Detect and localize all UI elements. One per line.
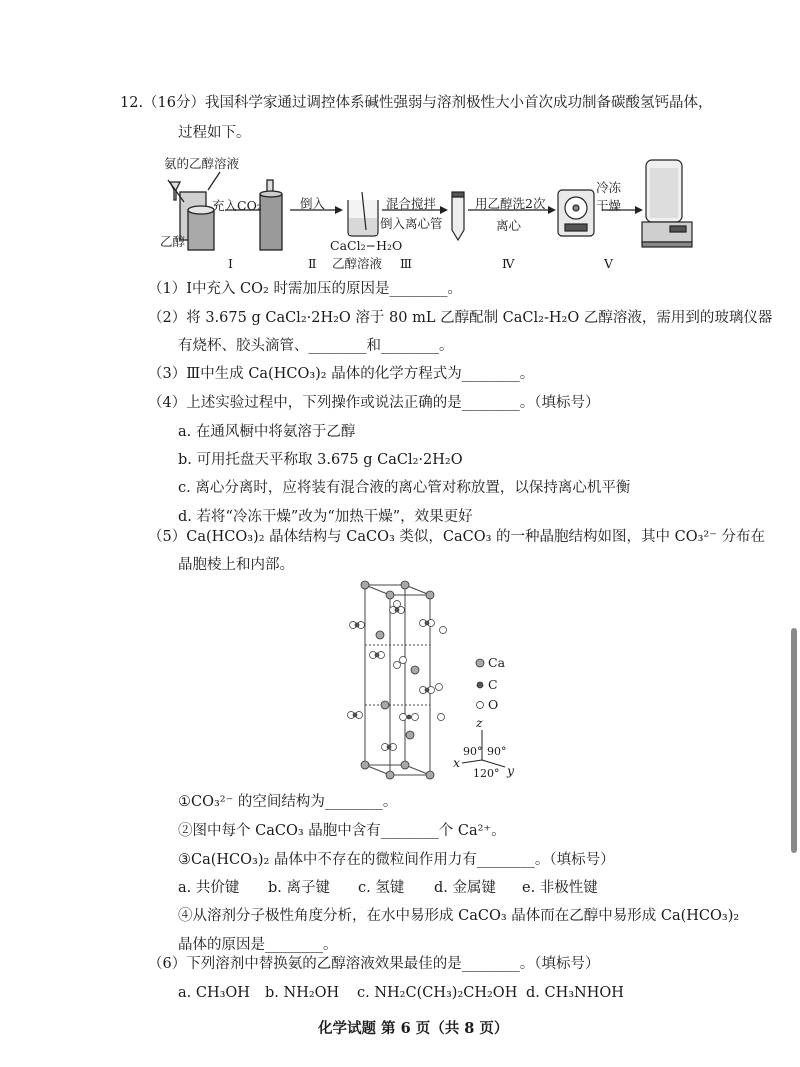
question-2-line2: 有烧杯、胶头滴管、________和________。 [178,338,454,354]
question-6: （6）下列溶剂中替换氨的乙醇溶液效果最佳的是________。（填标号） [148,956,600,972]
label-centrifuge: 离心 [496,218,522,233]
label-freeze: 冷冻 [596,180,622,195]
carbonate-groups [348,601,447,751]
vertical-scrollbar[interactable] [791,628,797,853]
step-label-5: Ⅴ [604,256,614,271]
centrifuge-machine-icon [558,190,594,236]
question-5-4-line2: 晶体的原因是________。 [178,937,338,953]
cylinder-step2-icon [260,180,282,250]
question-5-2: ②图中每个 CaCO₃ 晶胞中含有________个 Ca²⁺。 [178,823,506,839]
question-3: （3）Ⅲ中生成 Ca(HCO₃)₂ 晶体的化学方程式为________。 [148,366,535,382]
label-ammonia-ethanol: 氨的乙醇溶液 [164,156,240,171]
angle-label-3: 120° [473,767,500,780]
option-5-3a: a. 共价键 [178,880,240,896]
option-4b: b. 可用托盘天平称取 3.675 g CaCl₂·2H₂O [178,452,463,468]
option-6c: c. NH₂C(CH₃)₂CH₂OH [357,985,518,1001]
stirring-beaker-icon [348,192,378,236]
option-5-3c: c. 氢键 [358,880,405,896]
question-5-line2: 晶胞棱上和内部。 [178,557,294,573]
label-pour-in: 倒入 [300,196,326,211]
legend-markers [476,659,484,709]
option-6d: d. CH₃NHOH [526,985,624,1001]
legend-o-label: O [488,697,499,712]
question-5-1: ①CO₃²⁻ 的空间结构为________。 [178,794,398,810]
axis-y-label: y [507,763,515,778]
legend-c-marker [477,682,483,688]
label-fill-co2: 充入CO₂ [212,198,262,213]
step-label-3: Ⅲ [400,256,413,271]
option-5-3e: e. 非极性键 [522,880,598,896]
step-label-2: Ⅱ [308,256,317,271]
legend-c-label: C [488,677,498,692]
question-12-header: 12.（16分）我国科学家通过调控体系碱性强弱与溶剂极性大小首次成功制备碳酸氢钙晶体， [120,95,713,111]
question-5-line1: （5）Ca(HCO₃)₂ 晶体结构与 CaCO₃ 类似，CaCO₃ 的一种晶胞结构如图，其中 CO₃²⁻ 分布在 [148,529,766,545]
angle-label-1: 90° [463,745,483,758]
label-mix-stir: 混合搅拌 [386,196,437,211]
crystal-cell-figure [345,575,535,784]
legend-ca-label: Ca [488,655,506,670]
label-wash: 用乙醇洗2次 [475,196,546,211]
option-4c: c. 离心分离时，应将装有混合液的离心管对称放置，以保持离心机平衡 [178,480,631,496]
question-2-line1: （2）将 3.675 g CaCl₂·2H₂O 溶于 80 mL 乙醇配制 CaCl₂-H₂O 乙醇溶液，需用到的玻璃仪器 [148,310,773,326]
question-12-header-cont: 过程如下。 [178,125,251,141]
option-5-3d: d. 金属键 [434,880,496,896]
option-4d: d. 若将“冷冻干燥”改为“加热干燥”，效果更好 [178,509,473,525]
legend-o-marker [477,702,484,709]
centrifuge-tube-icon [452,192,464,240]
crystal-cell-drawing [345,575,535,780]
axis-z-label: z [476,715,483,730]
label-cacl2-ethanol: 乙醇溶液 [332,256,383,271]
option-6b: b. NH₂OH [265,985,340,1001]
question-1: （1）Ⅰ中充入 CO₂ 时需加压的原因是________。 [148,281,462,297]
option-5-3b: b. 离子键 [268,880,330,896]
axis-x-label: x [453,755,461,770]
process-flow-diagram [150,150,710,275]
page-footer: 化学试题 第 6 页（共 8 页） [318,1020,509,1037]
legend-ca-marker [476,659,484,667]
label-ethanol: 乙醇 [160,234,186,249]
step-label-1: Ⅰ [228,256,233,271]
question-4: （4）上述实验过程中，下列操作或说法正确的是________。（填标号） [148,395,600,411]
option-6a: a. CH₃OH [178,985,250,1001]
question-5-4-line1: ④从溶剂分子极性角度分析，在水中易形成 CaCO₃ 晶体而在乙醇中易形成 Ca(HCO₃)₂ [178,908,740,924]
label-pour-centrifuge: 倒入离心管 [380,216,443,231]
freeze-dryer-icon [642,160,692,247]
question-5-3: ③Ca(HCO₃)₂ 晶体中不存在的微粒间作用力有________。（填标号） [178,852,615,868]
angle-label-2: 90° [487,745,507,758]
label-dry: 干燥 [596,198,622,213]
step-label-4: Ⅳ [502,256,515,271]
label-cacl2-solution: CaCl₂−H₂O [330,238,403,253]
option-4a: a. 在通风橱中将氨溶于乙醇 [178,424,356,440]
